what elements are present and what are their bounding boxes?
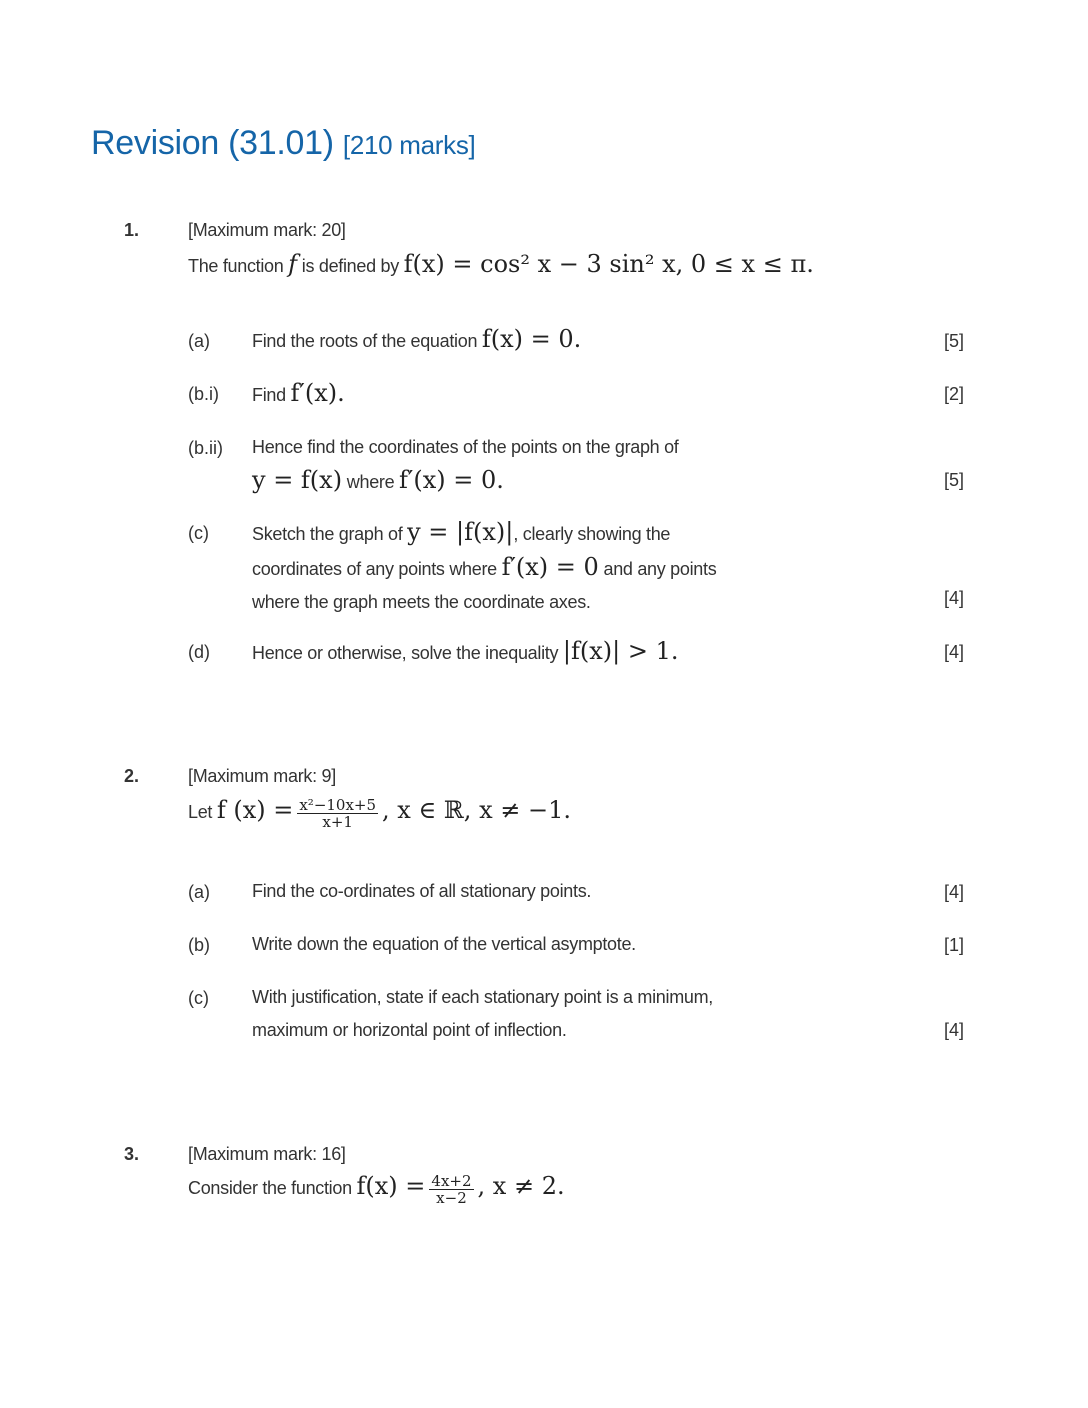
part-text-span: Sketch the graph of <box>252 524 403 544</box>
part-text <box>252 323 581 358</box>
stem-text-2: is defined by <box>301 256 399 276</box>
part-marks: [4] <box>943 1020 964 1040</box>
part-marks: [4] <box>943 642 964 662</box>
fraction <box>297 797 378 830</box>
stem-text: Consider the function <box>188 1178 352 1198</box>
stem-var: f <box>288 250 298 278</box>
part-marks: [1] <box>943 935 964 955</box>
part-text <box>252 516 716 619</box>
part-label: (b) <box>188 935 210 955</box>
part-text-span: , clearly showing the <box>513 524 671 544</box>
part-label: (b.ii) <box>188 438 223 458</box>
max-mark: [Maximum mark: 16] <box>188 1144 346 1164</box>
part-text <box>252 377 345 412</box>
fraction-numerator: x²−10x+5 <box>299 795 377 814</box>
part-text-span: and any points <box>603 559 717 579</box>
part-marks: [5] <box>943 331 964 351</box>
part-label: (a) <box>188 882 210 902</box>
part-math: f′(x) = 0. <box>399 466 504 494</box>
part-text: Write down the equation of the vertical asymptote. <box>252 934 636 954</box>
part-line-1: With justification, state if each stationary point is a minimum, <box>252 987 713 1007</box>
part-math: y = |f(x)| <box>407 518 514 546</box>
page-title <box>91 124 475 163</box>
part-line-2 <box>252 551 716 586</box>
max-mark: [Maximum mark: 20] <box>188 220 346 240</box>
part-text <box>252 981 713 1047</box>
part-text-span: coordinates of any points where <box>252 559 497 579</box>
part-math: y = f(x) <box>252 466 343 494</box>
part-label: (b.i) <box>188 384 219 404</box>
question-number: 3. <box>124 1144 140 1164</box>
part-text-span: Find the roots of the equation <box>252 331 478 351</box>
fraction-numerator: 4x+2 <box>431 1171 472 1190</box>
max-mark: [Maximum mark: 9] <box>188 766 336 786</box>
question-stem <box>188 250 814 278</box>
question-stem <box>188 796 571 830</box>
part-math: |f(x)| > 1. <box>562 637 679 665</box>
function-lhs: f(x) = <box>356 1172 426 1200</box>
part-label: (c) <box>188 523 209 543</box>
part-text-span: Hence or otherwise, solve the inequality <box>252 643 559 663</box>
fraction <box>429 1173 473 1206</box>
part-line-2 <box>252 464 679 499</box>
question-number: 1. <box>124 220 140 240</box>
part-marks: [5] <box>943 470 964 490</box>
part-text <box>252 431 679 499</box>
part-math: f′(x) = 0 <box>501 553 599 581</box>
fraction-denominator: x+1 <box>322 812 353 831</box>
part-line-1 <box>252 516 716 551</box>
function-domain: , x ∈ ℝ, x ≠ −1. <box>382 796 571 824</box>
total-marks: [210 marks] <box>342 130 476 160</box>
part-math: f′(x). <box>290 379 345 407</box>
part-label: (c) <box>188 988 209 1008</box>
stem-text: Let <box>188 802 213 822</box>
part-marks: [4] <box>943 588 964 608</box>
part-marks: [2] <box>943 384 964 404</box>
stem-text: The function <box>188 256 284 276</box>
question-number: 2. <box>124 766 140 786</box>
function-domain: , x ≠ 2. <box>477 1172 565 1200</box>
part-line-1: Hence find the coordinates of the points on the graph of <box>252 437 679 457</box>
function-lhs: f (x) = <box>216 796 294 824</box>
part-label: (a) <box>188 331 210 351</box>
fraction-denominator: x−2 <box>436 1188 467 1207</box>
part-label: (d) <box>188 642 210 662</box>
function-definition: f(x) = cos² x − 3 sin² x, 0 ≤ x ≤ π. <box>403 250 814 278</box>
part-math: f(x) = 0. <box>481 325 582 353</box>
question-stem <box>188 1172 565 1206</box>
part-text <box>252 635 678 670</box>
part-line-2: maximum or horizontal point of inflection. <box>252 1020 567 1040</box>
part-marks: [4] <box>943 882 964 902</box>
part-line-3: where the graph meets the coordinate axes. <box>252 592 591 612</box>
title-text: Revision (31.01) <box>91 124 334 162</box>
part-text-span: Find <box>252 385 286 405</box>
part-text-span: where <box>346 472 395 492</box>
part-text: Find the co-ordinates of all stationary points. <box>252 881 592 901</box>
